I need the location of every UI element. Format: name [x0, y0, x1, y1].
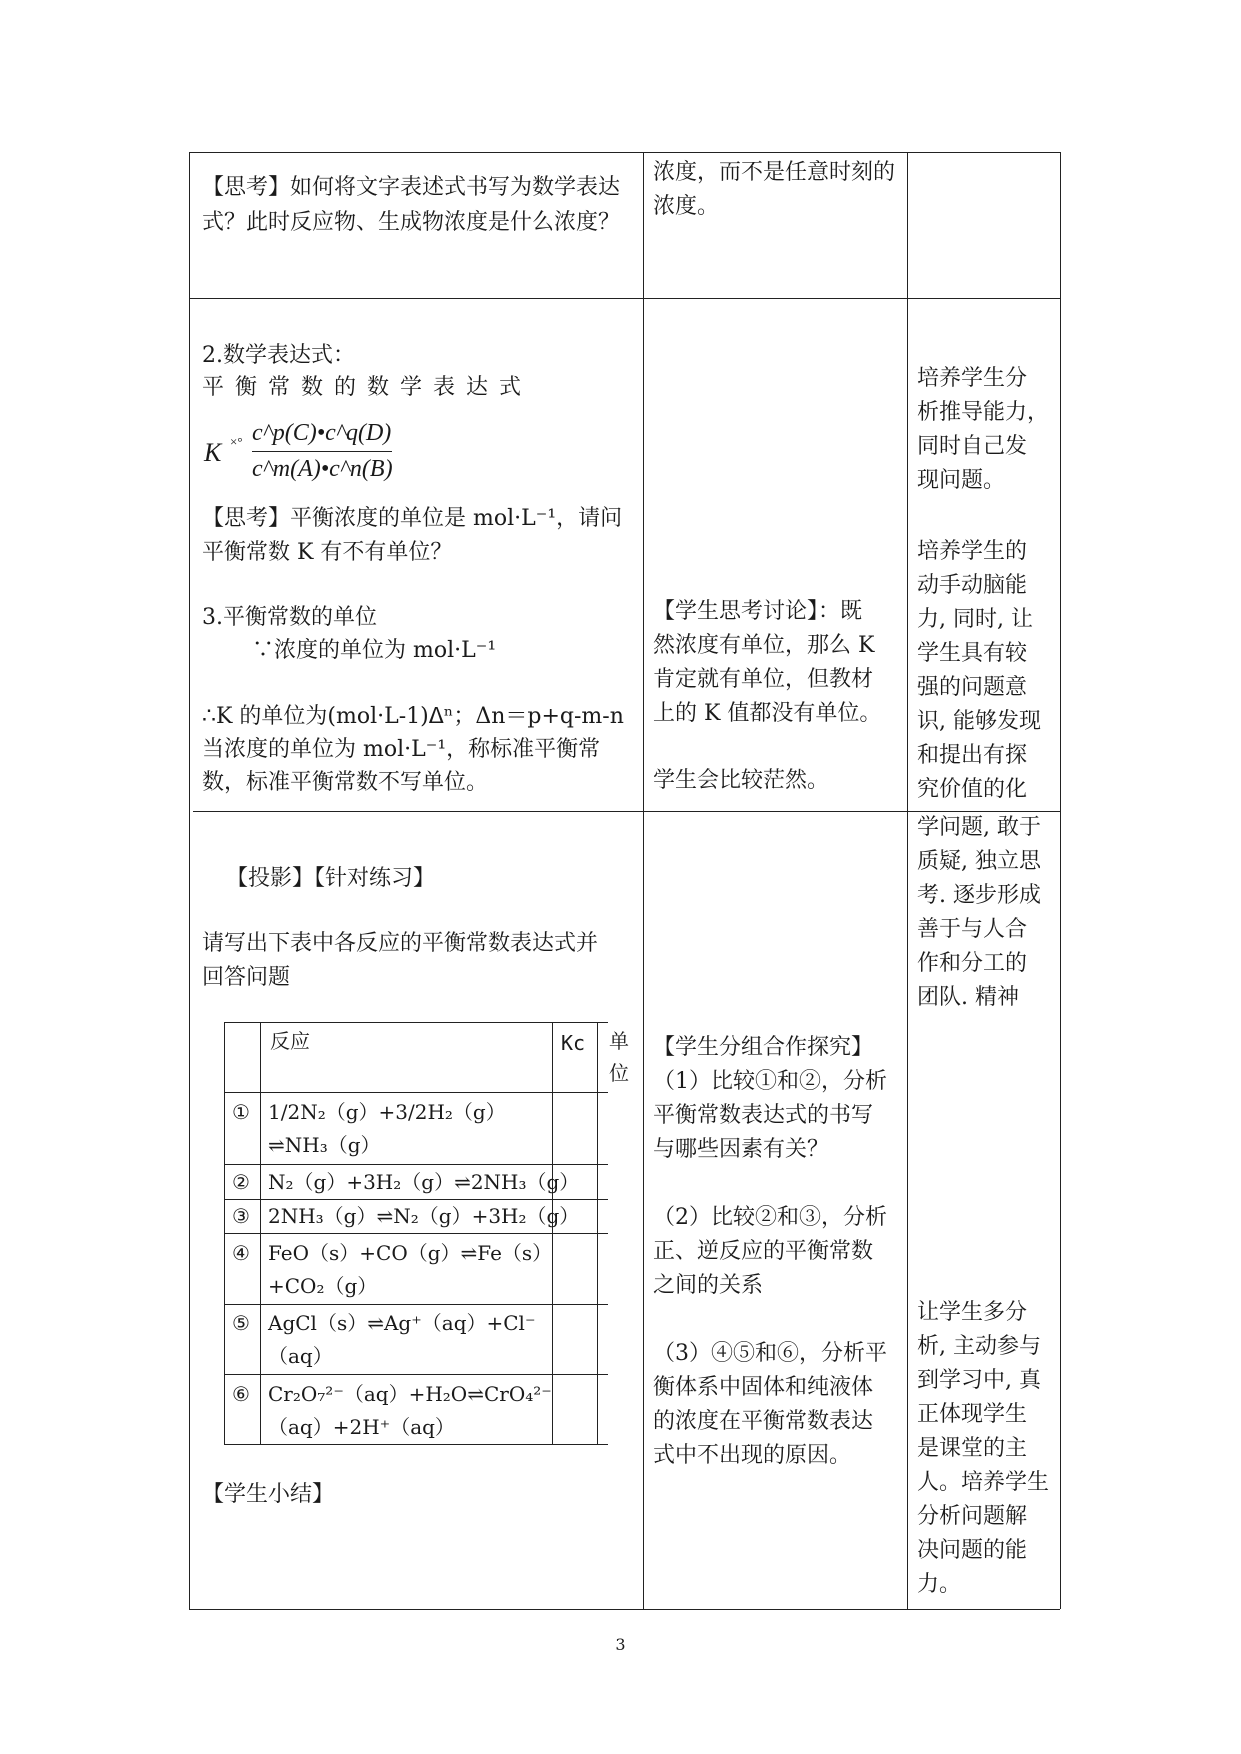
inner-table-col-line [597, 1022, 598, 1444]
goal-analysis-line: 现问题。 [917, 468, 1006, 493]
goal-hands-on-line: 考. 逐步形成 [917, 883, 1041, 908]
row-5-reaction-line2: （aq） [268, 1344, 333, 1368]
row-1-reaction-line2: ⇌NH₃（g） [268, 1133, 381, 1157]
inner-table-top [224, 1022, 608, 1023]
q2-line1: （2）比较②和③，分析 [653, 1205, 887, 1230]
inner-table-row-line [224, 1233, 608, 1234]
goal-analysis-line: 析推导能力， [917, 400, 1050, 425]
header-unit-1: 单 [609, 1029, 629, 1053]
row-3-number: ③ [232, 1204, 250, 1228]
goal-participation-line: 正体现学生 [917, 1402, 1028, 1427]
goal-hands-on-line: 培养学生的 [917, 539, 1028, 564]
formula-numerator: c^p(C)•c^q(D) [252, 420, 392, 446]
math-expression-title: 2.数学表达式： [202, 343, 355, 368]
think-question-1-line1: 【思考】如何将文字表述式书写为数学表达 [202, 175, 621, 200]
goal-analysis-line: 同时自己发 [917, 434, 1028, 459]
unit-title: 3.平衡常数的单位 [202, 605, 377, 630]
inner-table-row-line [224, 1199, 608, 1200]
explore-line3: 平衡常数表达式的书写 [653, 1103, 874, 1128]
inner-table-row-line [224, 1374, 608, 1375]
think-question-2-line1: 【思考】平衡浓度的单位是 mol·L⁻¹，请问 [202, 506, 623, 531]
inner-table-col-line [260, 1022, 261, 1444]
discuss-line4: 上的 K 值都没有单位。 [653, 701, 882, 726]
discuss-line2: 然浓度有单位，那么 K [653, 633, 875, 658]
goal-hands-on-line: 究价值的化 [917, 777, 1028, 802]
header-reaction: 反应 [270, 1029, 310, 1053]
goal-hands-on-line: 识, 能够发现 [917, 709, 1041, 734]
goal-hands-on-line: 强的问题意 [917, 675, 1028, 700]
header-kc: Kc [561, 1031, 586, 1055]
goal-participation-line: 人。培养学生 [917, 1470, 1050, 1495]
exercise-instruction-line1: 请写出下表中各反应的平衡常数表达式并 [202, 931, 599, 956]
row-6-reaction-line2: （aq）+2H⁺（aq） [268, 1415, 455, 1439]
table-top-border [189, 152, 1060, 153]
goal-participation-line: 析, 主动参与 [917, 1334, 1041, 1359]
goal-analysis-line: 培养学生分 [917, 366, 1028, 391]
standard-constant-line2: 数，标准平衡常数不写单位。 [202, 770, 489, 795]
goal-participation-line: 力。 [917, 1572, 962, 1597]
unit-result: ∴K 的单位为(mol·L-1)ᐃⁿ；Δn＝p+q-m-n [202, 704, 624, 729]
goal-participation-line: 分析问题解 [917, 1504, 1028, 1529]
inner-table-row-line [224, 1304, 608, 1305]
inner-table-row-line [224, 1164, 608, 1165]
table-col-divider-1 [643, 152, 644, 1609]
row-6-reaction-line1: Cr₂O₇²⁻（aq）+H₂O⇌CrO₄²⁻ [268, 1382, 552, 1406]
row-2-number: ② [232, 1170, 250, 1194]
inner-table-left [224, 1022, 225, 1444]
row-1-reaction-line1: 1/2N₂（g）+3/2H₂（g） [268, 1100, 506, 1124]
row-2-reaction: N₂（g）+3H₂（g）⇌2NH₃（g） [268, 1170, 580, 1194]
projection-heading: 【投影】【针对练习】 [226, 866, 436, 891]
think-question-2-line2: 平衡常数 K 有不有单位？ [202, 540, 453, 565]
col2-top-line1: 浓度，而不是任意时刻的 [653, 160, 896, 185]
row-4-number: ④ [232, 1241, 250, 1265]
goal-hands-on-line: 和提出有探 [917, 743, 1028, 768]
student-confused: 学生会比较茫然。 [653, 768, 830, 793]
goal-hands-on-line: 团队. 精神 [917, 985, 1019, 1010]
goal-participation-line: 让学生多分 [917, 1300, 1028, 1325]
row-6-number: ⑥ [232, 1382, 250, 1406]
explore-line4: 与哪些因素有关？ [653, 1137, 830, 1162]
discuss-line1: 【学生思考讨论】：既 [653, 599, 863, 624]
think-question-1-line2: 式？此时反应物、生成物浓度是什么浓度？ [202, 210, 621, 235]
row-5-number: ⑤ [232, 1311, 250, 1335]
header-unit-2: 位 [609, 1061, 629, 1085]
goal-hands-on-line: 善于与人合 [917, 917, 1028, 942]
formula-mid: ×° [230, 434, 243, 449]
row-5-reaction-line1: AgCl（s）⇌Ag⁺（aq）+Cl⁻ [268, 1311, 536, 1335]
explore-line2: （1）比较①和②，分析 [653, 1069, 887, 1094]
inner-table-row-line [224, 1092, 608, 1093]
standard-constant-line1: 当浓度的单位为 mol·L⁻¹，称标准平衡常 [202, 737, 601, 762]
row-3-reaction: 2NH₃（g）⇌N₂（g）+3H₂（g） [268, 1204, 580, 1228]
explore-line1: 【学生分组合作探究】 [653, 1035, 874, 1060]
formula-k: K [204, 438, 222, 467]
page-number: 3 [615, 1635, 626, 1654]
goal-hands-on-line: 动手动脑能 [917, 573, 1028, 598]
col2-top-line2: 浓度。 [653, 194, 720, 219]
goal-hands-on-line: 学问题, 敢于 [917, 815, 1041, 840]
goal-participation-line: 决问题的能 [917, 1538, 1028, 1563]
q2-line2: 正、逆反应的平衡常数 [653, 1239, 874, 1264]
goal-hands-on-line: 力, 同时, 让 [917, 607, 1033, 632]
table-row-divider-1 [189, 298, 1060, 299]
unit-reason: ∵浓度的单位为 mol·L⁻¹ [252, 638, 497, 663]
goal-hands-on-line: 作和分工的 [917, 951, 1028, 976]
math-expression-desc: 平 衡 常 数 的 数 学 表 达 式 [202, 375, 523, 400]
formula-fraction-bar [252, 451, 392, 452]
goal-hands-on-line: 质疑, 独立思 [917, 849, 1041, 874]
formula-denominator: c^m(A)•c^n(B) [252, 456, 393, 482]
inner-table-bottom [224, 1444, 608, 1445]
table-left-border [189, 152, 190, 1609]
goal-participation-line: 到学习中, 真 [917, 1368, 1041, 1393]
goal-participation-line: 是课堂的主 [917, 1436, 1028, 1461]
q3-line2: 衡体系中固体和纯液体 [653, 1375, 874, 1400]
table-col-divider-2 [907, 152, 908, 1609]
row-4-reaction-line2: +CO₂（g） [268, 1274, 378, 1298]
q3-line1: （3）④⑤和⑥，分析平 [653, 1341, 887, 1366]
goal-hands-on-line: 学生具有较 [917, 641, 1028, 666]
student-summary: 【学生小结】 [202, 1482, 335, 1507]
inner-table-col-line [552, 1022, 553, 1444]
row-1-number: ① [232, 1100, 250, 1124]
q3-line4: 式中不出现的原因。 [653, 1443, 852, 1468]
table-bottom-border [189, 1609, 1060, 1610]
discuss-line3: 肯定就有单位，但教材 [653, 667, 874, 692]
q2-line3: 之间的关系 [653, 1273, 764, 1298]
q3-line3: 的浓度在平衡常数表达 [653, 1409, 874, 1434]
exercise-instruction-line2: 回答问题 [202, 965, 291, 990]
row-4-reaction-line1: FeO（s）+CO（g）⇌Fe（s） [268, 1241, 553, 1265]
table-right-border [1060, 152, 1061, 1609]
